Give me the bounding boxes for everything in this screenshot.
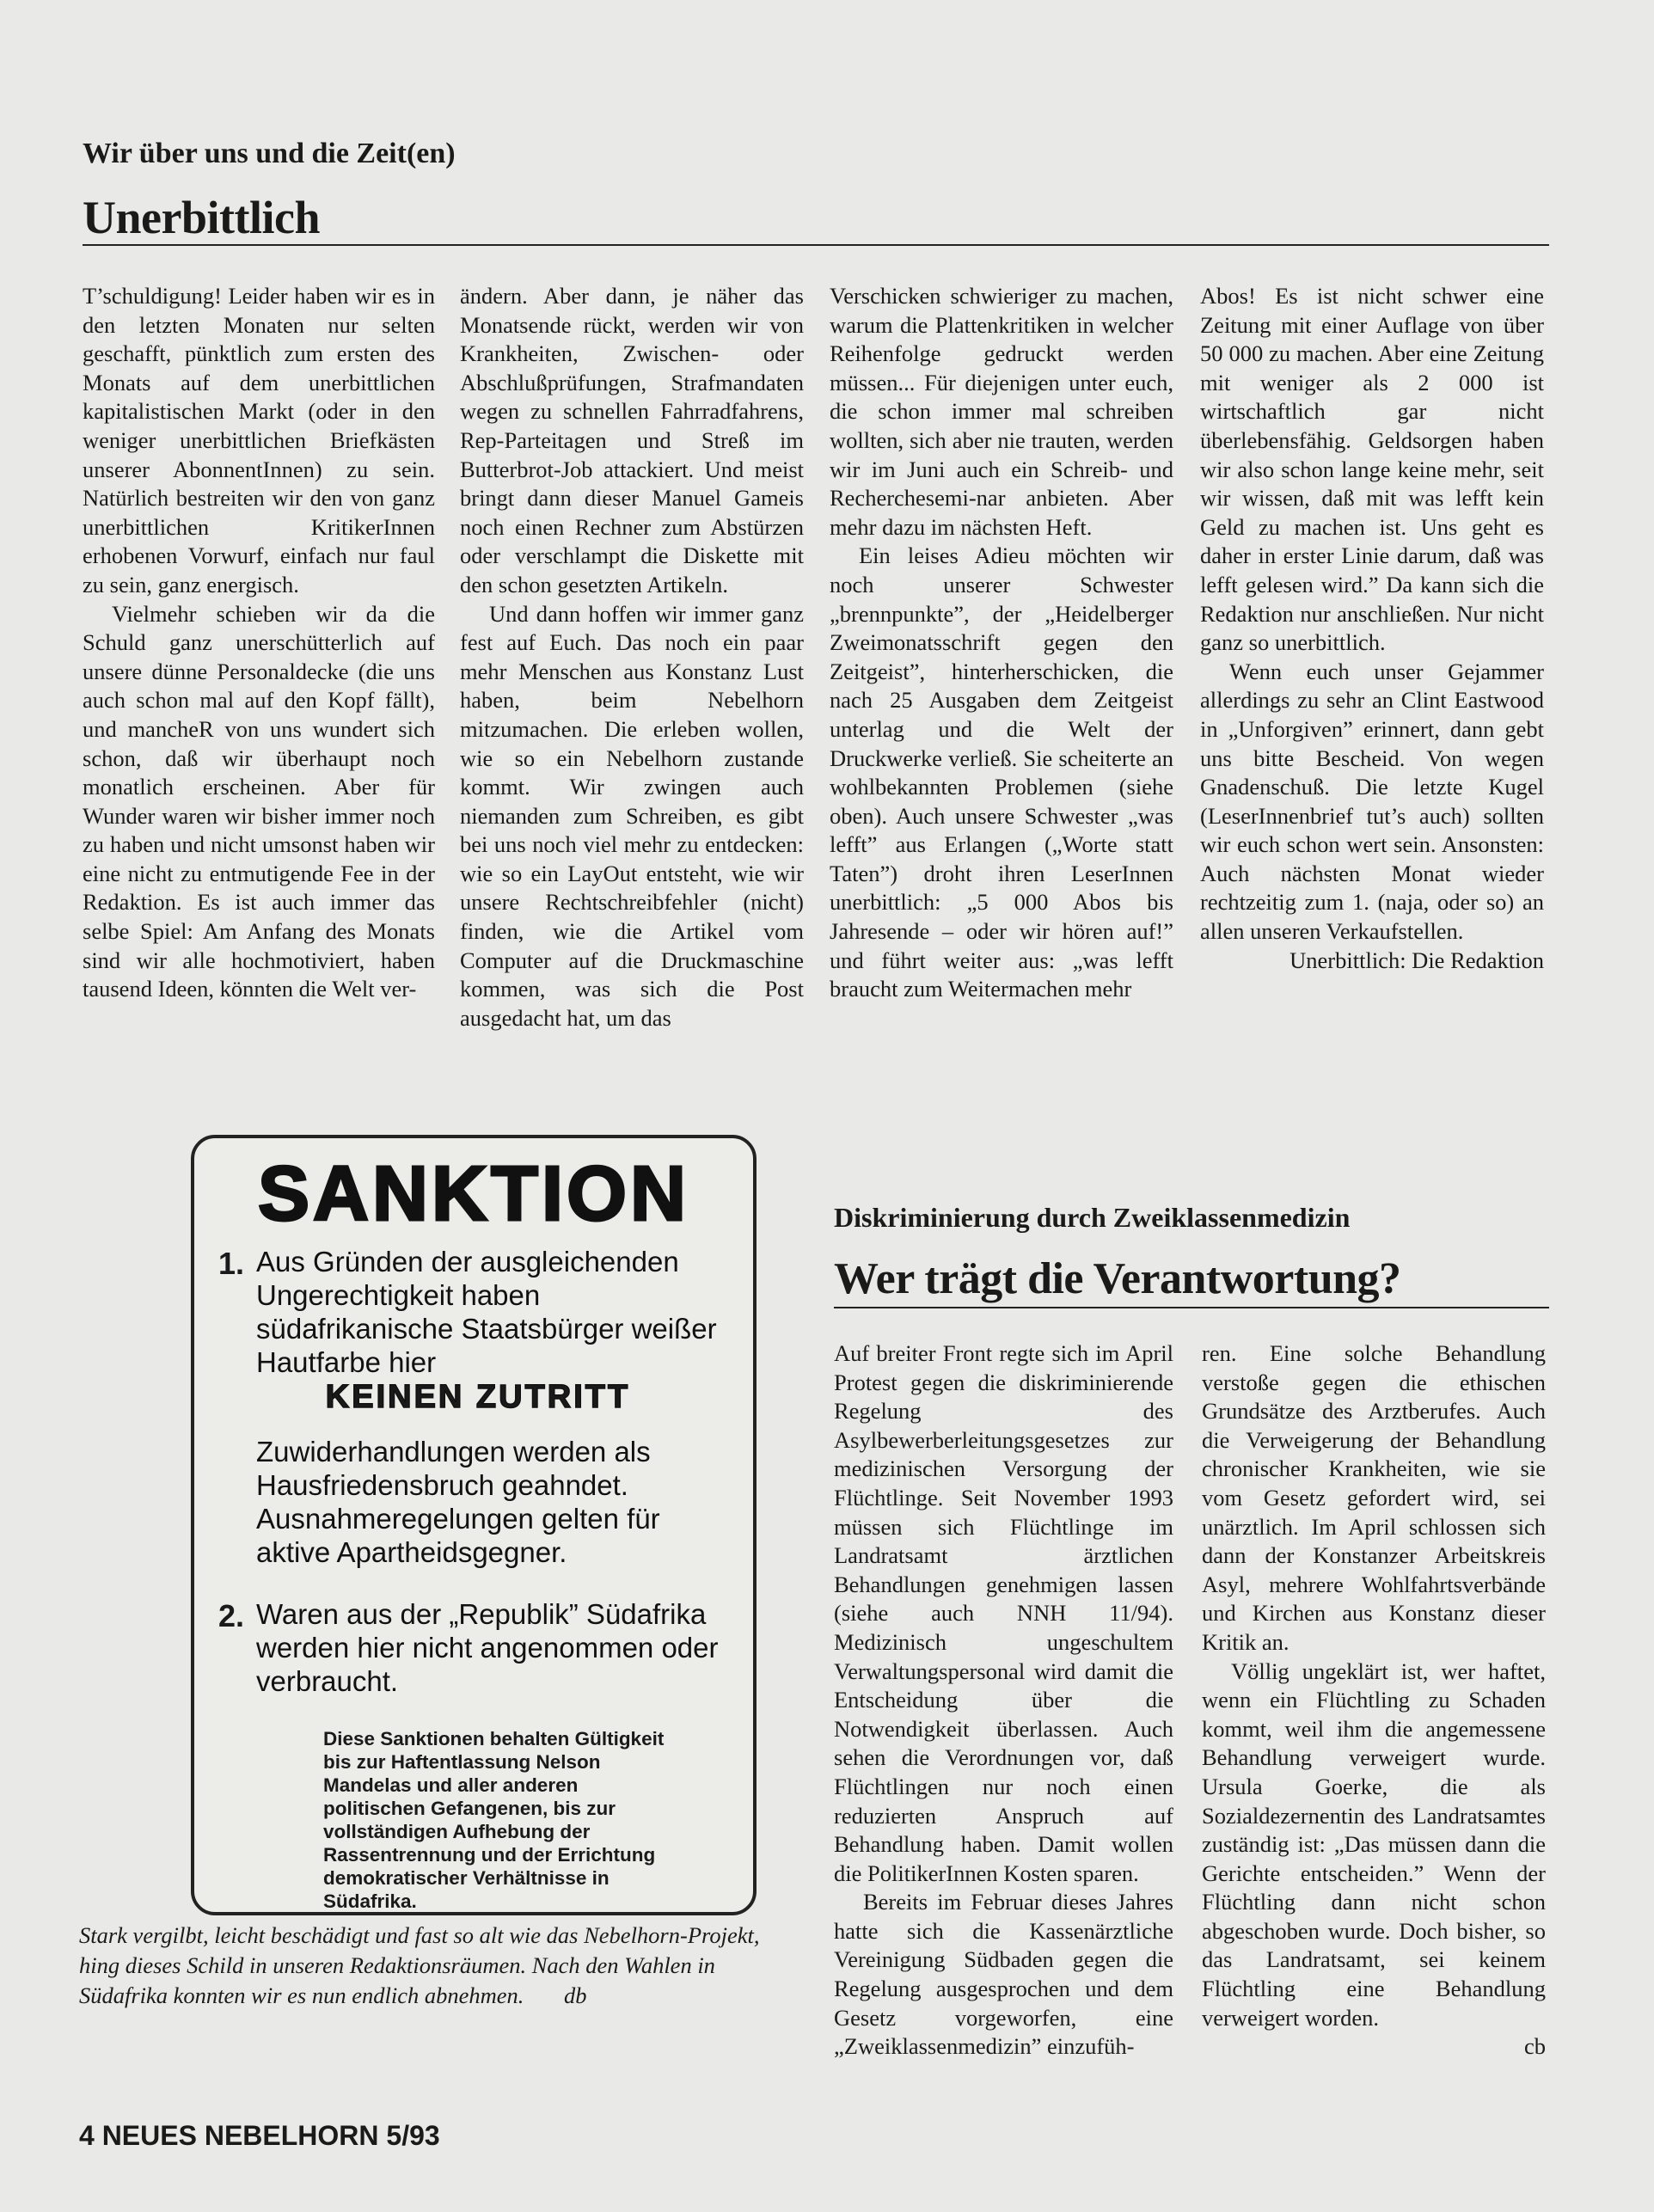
paragraph: Und dann hoffen wir immer ganz fest auf Euch. Das noch ein paar mehr Menschen aus Konstanz Lust haben, beim Nebelhorn mitzumachen. Die erleben wollen, wie so ein Nebelhorn zustande kommt. Wir zwingen auch niemanden zum Schreiben, es gibt bei uns noch viel mehr zu entdecken: wie so ein LayOut entsteht, wie wir unsere Rechtschreibfehler (nicht) finden, wie die Artikel vom Computer auf die Druckmaschine kommen, was sich die Post ausgedacht hat, um das bbox=[460, 600, 804, 1031]
article1-column-3 bbox=[830, 282, 1173, 1004]
article2-column-1 bbox=[834, 1339, 1173, 2062]
article1-title: Unerbittlich bbox=[83, 192, 320, 243]
article1-column-2 bbox=[460, 282, 804, 1032]
paragraph: Ein leises Adieu möchten wir noch unserer Schwester „brennpunkte”, der „Heidelberger Zweimonatsschrift gegen den Zeitgeist”, hinterherschicken, die nach 25 Ausgaben dem Zeitgeist unterlag und die Welt der Druckwerke verließ. Sie scheiterte an wohlbekannten Problemen (siehe oben). Auch unsere Schwester „was lefft” aus Erlangen („Worte statt Taten”) droht ihren LeserInnen unerbittlich: „5 000 Abos bis Jahresende – oder wir hören auf!” und führt weiter aus: „was lefft braucht zum Weitermachen mehr bbox=[830, 542, 1173, 1002]
page-footer: 4 NEUES NEBELHORN 5/93 bbox=[79, 2120, 440, 2151]
sign-title: SANKTION bbox=[258, 1151, 689, 1237]
sign-item-number: 1. bbox=[218, 1246, 245, 1281]
article1-signature: Unerbittlich: Die Redaktion bbox=[1290, 947, 1544, 973]
paragraph: Vielmehr schieben wir da die Schuld ganz unerschütterlich auf unsere dünne Personaldecke (die uns auch schon mal auf den Kopf fällt), und mancheR von uns wundert sich schon, daß wir überhaupt noch monatlich erscheinen. Aber für Wunder waren wir bisher immer noch zu haben und nicht umsonst haben wir eine nicht zu entmutigende Fee in der Redaktion. Es ist auch immer das selbe Spiel: Am Anfang des Monats sind wir alle hochmotiviert, haben tausend Ideen, könnten die Welt ver- bbox=[83, 600, 435, 1002]
sign-item-1-more: Zuwiderhandlungen werden als Hausfriedensbruch geahndet. Ausnahmeregelungen gelten für aktive Apartheidsgegner. bbox=[256, 1436, 660, 1568]
sign-banned: KEINEN ZUTRITT bbox=[325, 1379, 631, 1415]
paragraph: Abos! Es ist nicht schwer eine Zeitung mit einer Auflage von über 50 000 zu machen. Aber eine Zeitung mit weniger als 2 000 ist wirtschaftlich gar nicht überlebensfähig. Geldsorgen haben wir also schon lange keine mehr, seit wir wissen, daß mit was lefft kein Geld zu machen ist. Uns geht es daher in erster Linie darum, daß was lefft gelesen wird.” Da kann sich die Redaktion nur anschließen. Nur nicht ganz so unerbittlich. bbox=[1200, 283, 1544, 656]
paragraph: Verschicken schwieriger zu machen, warum die Plattenkritiken in welcher Reihenfolge gedruckt werden müssen... Für diejenigen unter euch, die schon immer mal schreiben wollten, sich aber nie trauten, werden wir im Juni auch ein Schreib- und Recherchesemi-nar anbieten. Aber mehr dazu im nächsten Heft. bbox=[830, 283, 1173, 540]
caption-text: Stark vergilbt, leicht beschädigt und fast so alt wie das Nebelhorn-Projekt, hing dieses Schild in unseren Redaktionsräumen. Nach den Wahlen in Südafrika konnten wir es nun endlich abnehmen. bbox=[79, 1922, 760, 2008]
caption-signature: db bbox=[564, 1982, 587, 2008]
sign-item-number: 2. bbox=[218, 1598, 245, 1633]
article2-kicker: Diskriminierung durch Zweiklassenmedizin bbox=[834, 1202, 1351, 1233]
article1-column-4 bbox=[1200, 282, 1544, 975]
sign-item-1: Aus Gründen der ausgleichenden Ungerechtigkeit haben südafrikanische Staatsbürger weißer Hautfarbe hier bbox=[256, 1246, 717, 1378]
article1-kicker: Wir über uns und die Zeit(en) bbox=[83, 138, 456, 169]
sanktion-sign bbox=[191, 1135, 757, 1915]
article2-title: Wer trägt die Verantwortung? bbox=[834, 1254, 1401, 1303]
sign-item-2: Waren aus der „Republik” Südafrika werden hier nicht angenommen oder verbraucht. bbox=[256, 1598, 719, 1697]
paragraph: Völlig ungeklärt ist, wer haftet, wenn ein Flüchtling zu Schaden kommt, weil ihm die angemessene Behandlung verweigert wurde. Ursula Goerke, die als Sozialdezernentin des Landratsamtes zuständig ist: „Das müssen dann die Gerichte entscheiden.” Wenn der Flüchtling dann nicht schon abgeschoben wurde. Doch bisher, so das Landratsamt, sei keinem Flüchtling eine Behandlung verweigert worden. bbox=[1202, 1657, 1546, 2031]
paragraph: Wenn euch unser Gejammer allerdings zu sehr an Clint Eastwood in „Unforgiven” erinnert, dann gebt uns bitte Bescheid. Von wegen Gnadenschuß. Die letzte Kugel (LeserInnenbrief tut’s auch) sollten wir euch schon wert sein. Ansonsten: Auch nächsten Monat wieder rechtzeitig zum 1. (naja, oder so) an allen unseren Verkaufstellen. bbox=[1200, 658, 1544, 945]
article2-column-2 bbox=[1202, 1339, 1546, 2062]
article2-rule bbox=[834, 1307, 1549, 1308]
paragraph: ändern. Aber dann, je näher das Monatsende rückt, werden wir von Krankheiten, Zwischen- oder Abschlußprüfungen, Strafmandaten wegen zu schnellen Fahrradfahrens, Rep-Parteitagen und Streß im Butterbrot-Job attackiert. Und meist bringt dann dieser Manuel Gameis noch einen Rechner zum Abstürzen oder verschlampt die Diskette mit den schon gesetzten Artikeln. bbox=[460, 283, 804, 597]
article1-column-1 bbox=[83, 282, 435, 1004]
paragraph: Bereits im Februar dieses Jahres hatte sich die Kassenärztliche Vereinigung Südbaden gegen die Regelung ausgesprochen und dem Gesetz vorgeworfen, eine „Zweiklassenmedizin” einzufüh- bbox=[834, 1889, 1173, 2060]
paragraph: ren. Eine solche Behandlung verstoße gegen die ethischen Grundsätze des Arztberufes. Auch die Verweigerung der Behandlung chronischer Krankheiten, wie sie vom Gesetz gefordert wird, sei unärztlich. Im April schlossen sich dann der Konstanzer Arbeitskreis Asyl, mehrere Wohlfahrtsverbände und Kirchen aus Konstanz dieser Kritik an. bbox=[1202, 1340, 1546, 1655]
article2-signature: cb bbox=[1523, 2033, 1546, 2060]
image-caption bbox=[79, 1921, 767, 2011]
paragraph: Auf breiter Front regte sich im April Protest gegen die diskriminierende Regelung des Asylbewerberleitungsgesetzes zur medizinischen Versorgung der Flüchtlinge. Seit November 1993 müssen sich Flüchtlinge im Landratsamt ärztlichen Behandlungen genehmigen lassen (siehe auch NNH 11/94). Medizinisch ungeschultem Verwaltungspersonal wird damit die Entscheidung über die Notwendigkeit überlassen. Auch sehen die Verordnungen vor, daß Flüchtlingen nur noch einen reduzierten Anspruch auf Behandlung haben. Damit wollen die PolitikerInnen Kosten sparen. bbox=[834, 1340, 1173, 1886]
paragraph: T’schuldigung! Leider haben wir es in den letzten Monaten nur selten geschafft, pünktlich zum ersten des Monats auf dem unerbittlichen kapitalistischen Markt (oder in den weniger unerbittlichen Briefkästen unserer AbonnentInnen) zu sein. Natürlich bestreiten wir den von ganz unerbittlichen KritikerInnen erhobenen Vorwurf, einfach nur faul zu sein, ganz energisch. bbox=[83, 283, 435, 597]
sign-small-print: Diese Sanktionen behalten Gültigkeit bis zur Haftentlassung Nelson Mandelas und aller anderen politischen Gefangenen, bis zur vollständigen Aufhebung der Rassentrennung und der Errichtung demokratischer Verhältnisse in Südafrika. bbox=[323, 1728, 665, 1912]
article1-rule bbox=[83, 244, 1549, 246]
